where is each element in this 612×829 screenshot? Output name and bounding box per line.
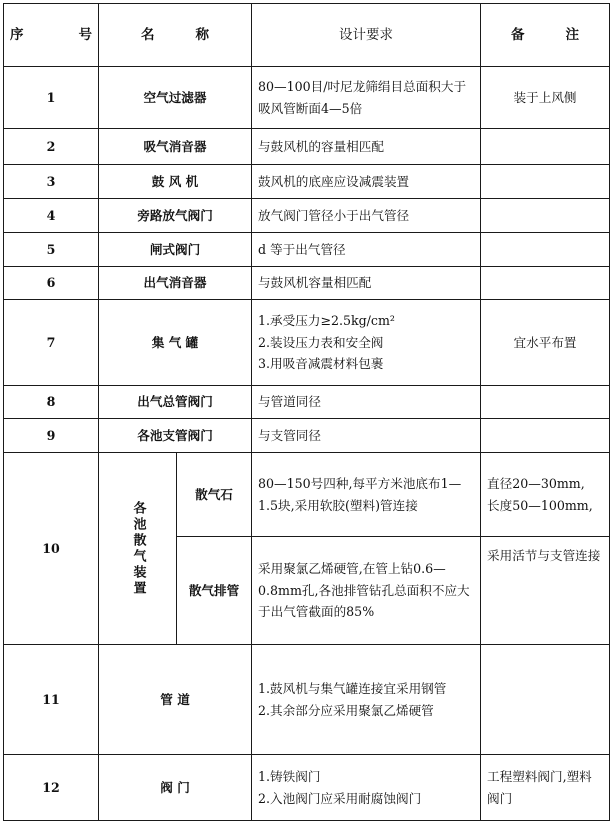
table-row (4, 233, 610, 267)
row-no: 1 (4, 67, 99, 129)
header-name: 名 称 (99, 4, 252, 67)
row-name: 旁路放气阀门 (99, 199, 252, 233)
row-no: 11 (4, 645, 99, 755)
row-requirement: 鼓风机的底座应设减震装置 (252, 165, 481, 199)
requirement-line: 2.装设压力表和安全阀 (258, 334, 384, 350)
row-requirement (252, 645, 481, 755)
row-name: 闸式阀门 (99, 233, 252, 267)
sub-item-name: 散气石 (177, 453, 252, 537)
requirement-line: 1.承受压力≥2.5kg/cm² (258, 313, 395, 329)
header-requirement: 设计要求 (252, 4, 481, 67)
row-no: 6 (4, 267, 99, 300)
table-row (4, 199, 610, 233)
row-requirement: 80—100目/吋尼龙筛绢目总面积大于吸风管断面4—5倍 (252, 67, 481, 129)
table-row (4, 755, 610, 821)
group-name-vertical: 各池散气装置 (130, 500, 146, 597)
row-remark (481, 419, 610, 453)
sub-item-name: 散气排管 (177, 537, 252, 645)
row-no: 12 (4, 755, 99, 821)
row-requirement: 与鼓风机的容量相匹配 (252, 129, 481, 165)
table-row (4, 419, 610, 453)
row-remark (481, 199, 610, 233)
header-remark: 备 注 (481, 4, 610, 67)
header-no: 序 号 (4, 4, 99, 67)
row-remark: 宜水平布置 (481, 300, 610, 386)
row-name: 阀 门 (99, 755, 252, 821)
row-group-name (99, 453, 177, 645)
design-spec-table (3, 3, 610, 821)
table-row (4, 386, 610, 419)
remark-line: 采用活节与支管连接 (487, 548, 601, 563)
table-header-row (4, 4, 610, 67)
row-remark (481, 645, 610, 755)
row-name: 管 道 (99, 645, 252, 755)
table-row (4, 129, 610, 165)
row-no: 5 (4, 233, 99, 267)
row-name: 吸气消音器 (99, 129, 252, 165)
row-no: 8 (4, 386, 99, 419)
row-no: 9 (4, 419, 99, 453)
remark-line: 长度50—100mm, (487, 497, 593, 513)
table-row (4, 267, 610, 300)
table-row (4, 165, 610, 199)
row-remark: 装于上风侧 (481, 67, 610, 129)
row-remark (481, 129, 610, 165)
row-remark (481, 386, 610, 419)
row-no: 10 (4, 453, 99, 645)
row-remark (481, 165, 610, 199)
table-row (4, 300, 610, 386)
row-requirement (252, 300, 481, 386)
row-no: 2 (4, 129, 99, 165)
row-remark: 工程塑料阀门,塑料阀门 (481, 755, 610, 821)
row-name: 空气过滤器 (99, 67, 252, 129)
table-row (4, 645, 610, 755)
row-remark (481, 267, 610, 300)
requirement-line: 1.鼓风机与集气罐连接宜采用钢管 (258, 681, 447, 697)
row-requirement: 与鼓风机容量相匹配 (252, 267, 481, 300)
row-requirement: 与管道同径 (252, 386, 481, 419)
row-name: 出气总管阀门 (99, 386, 252, 419)
requirement-line: 1.铸铁阀门 (258, 769, 321, 785)
row-remark (481, 537, 610, 645)
row-requirement: d 等于出气管径 (252, 233, 481, 267)
row-requirement: 放气阀门管径小于出气管径 (252, 199, 481, 233)
row-remark (481, 233, 610, 267)
requirement-line: 3.用吸音减震材料包裹 (258, 356, 384, 372)
row-name: 各池支管阀门 (99, 419, 252, 453)
row-remark (481, 453, 610, 537)
table-row (4, 453, 610, 537)
row-no: 3 (4, 165, 99, 199)
row-requirement: 与支管同径 (252, 419, 481, 453)
row-requirement (252, 755, 481, 821)
row-requirement: 采用聚氯乙烯硬管,在管上钻0.6—0.8mm孔,各池排管钻孔总面积不应大于出气管截面的85% (252, 537, 481, 645)
row-no: 4 (4, 199, 99, 233)
row-name: 出气消音器 (99, 267, 252, 300)
requirement-line: 2.其余部分应采用聚氯乙烯硬管 (258, 702, 434, 718)
row-requirement: 80—150号四种,每平方米池底布1—1.5块,采用软胶(塑料)管连接 (252, 453, 481, 537)
row-no: 7 (4, 300, 99, 386)
row-name: 集 气 罐 (99, 300, 252, 386)
requirement-line: 2.入池阀门应采用耐腐蚀阀门 (258, 790, 422, 806)
remark-line: 直径20—30mm, (487, 476, 585, 492)
row-name: 鼓 风 机 (99, 165, 252, 199)
table-row (4, 67, 610, 129)
